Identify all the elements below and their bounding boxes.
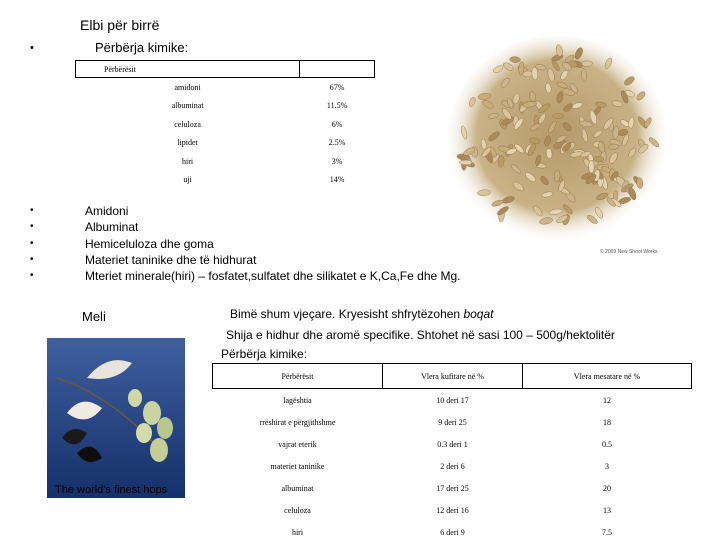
table-cell: 17 deri 25 xyxy=(436,483,469,493)
grain-kernel xyxy=(523,71,533,77)
table-cell: 3 xyxy=(605,461,609,471)
table-cell: 20 xyxy=(603,483,611,493)
table-cell: uji xyxy=(183,175,192,185)
table-header-cell: Përbërësit xyxy=(76,61,300,78)
table-header-cell xyxy=(300,61,375,78)
bullet: • xyxy=(30,42,34,54)
barley-grain-image xyxy=(445,35,670,250)
hop-cone xyxy=(157,417,173,439)
table-row xyxy=(76,171,375,190)
table-cell: materiet taninike xyxy=(270,461,325,471)
table-cell: rrëshirat e përgjithshme xyxy=(259,417,336,427)
table-cell: lipidet xyxy=(177,138,198,148)
list-item: • Amidoni xyxy=(30,204,129,218)
hops-caption: The world's finest hops xyxy=(55,484,168,496)
table-cell: 0.3 deri 1 xyxy=(437,439,468,449)
table-row xyxy=(76,134,375,153)
table-row xyxy=(213,455,692,477)
table-row xyxy=(213,433,692,455)
table-cell: 2.5% xyxy=(328,138,346,148)
table-cell: 0.5 xyxy=(602,439,612,449)
hop-cone xyxy=(128,389,142,407)
grain-kernel xyxy=(459,160,472,165)
list-item: • Hemiceluloza dhe goma xyxy=(30,236,214,251)
barley-composition-table xyxy=(75,60,375,189)
grain-kernel xyxy=(554,170,560,182)
table-cell: lagështia xyxy=(283,395,312,405)
table-cell: hiri xyxy=(291,527,304,537)
table-cell: amidoni xyxy=(174,82,201,92)
list-item: • Materiet taninike dhe të hidhurat xyxy=(30,252,257,267)
table-cell: albuminat xyxy=(171,101,204,111)
table-cell: celuloza xyxy=(284,505,311,515)
component-list xyxy=(30,203,461,284)
table-cell: 13 xyxy=(603,505,611,515)
table-row xyxy=(213,499,692,521)
grain-kernel xyxy=(552,114,564,119)
table-cell: 14% xyxy=(329,175,345,185)
table-header-cell: Përbërësit xyxy=(213,364,383,389)
hop-cone xyxy=(136,423,152,443)
table-cell: 6 deri 9 xyxy=(440,527,465,537)
table-cell: 3% xyxy=(331,156,343,166)
slide-title: Elbi për birrë xyxy=(80,17,160,33)
hops-description: Bimë shum vjeçare. Kryesisht shfrytëzohen boqat xyxy=(230,307,494,321)
table-row xyxy=(213,477,692,499)
photo-copyright: © 2009 New Shoot Works xyxy=(600,249,658,255)
hops-image xyxy=(47,338,185,498)
table-cell: 12 xyxy=(603,395,611,405)
table-cell: 10 deri 17 xyxy=(436,395,469,405)
table-row xyxy=(213,389,692,412)
grain-kernel xyxy=(581,61,592,67)
hops-taste: Shija e hidhur dhe aromë specifike. Shtohet në sasi 100 – 500g/hektolitër xyxy=(226,328,615,342)
table-row xyxy=(76,115,375,134)
grain-kernel xyxy=(589,160,595,173)
table-cell: 67% xyxy=(329,82,345,92)
hops-heading: Meli xyxy=(82,309,106,324)
table-row xyxy=(76,78,375,97)
list-item: • Albuminat xyxy=(30,220,139,235)
table-cell: 9 deri 25 xyxy=(438,417,467,427)
table-cell: vajrat eterik xyxy=(278,439,317,449)
hops-composition-heading: Përbërja kimike: xyxy=(221,347,308,361)
table-row xyxy=(76,97,375,116)
table-cell: 11.5% xyxy=(326,101,348,111)
table-cell: 12 deri 16 xyxy=(436,505,469,515)
table-cell: celuloza xyxy=(174,119,201,129)
table-cell: 18 xyxy=(603,417,611,427)
table-cell: albuminat xyxy=(281,483,314,493)
hop-cone xyxy=(143,401,161,425)
hops-composition-table xyxy=(212,363,692,543)
table-cell: 6% xyxy=(331,119,343,129)
table-cell: hiri xyxy=(182,156,194,166)
table-cell: 7.5 xyxy=(602,527,612,537)
table-row xyxy=(213,411,692,433)
table-cell: 2 deri 6 xyxy=(440,461,465,471)
table-header-cell: Vlera mesatare në % xyxy=(523,364,692,389)
table-row xyxy=(76,152,375,171)
hop-cone xyxy=(150,438,168,462)
list-item: • Mteriet minerale(hiri) – fosfatet,sulfatet dhe silikatet e K,Ca,Fe dhe Mg. xyxy=(30,269,461,284)
grain-kernel xyxy=(593,156,604,162)
composition-heading: Përbërja kimike: xyxy=(95,40,189,55)
table-header-cell: Vlera kufitare në % xyxy=(383,364,523,389)
